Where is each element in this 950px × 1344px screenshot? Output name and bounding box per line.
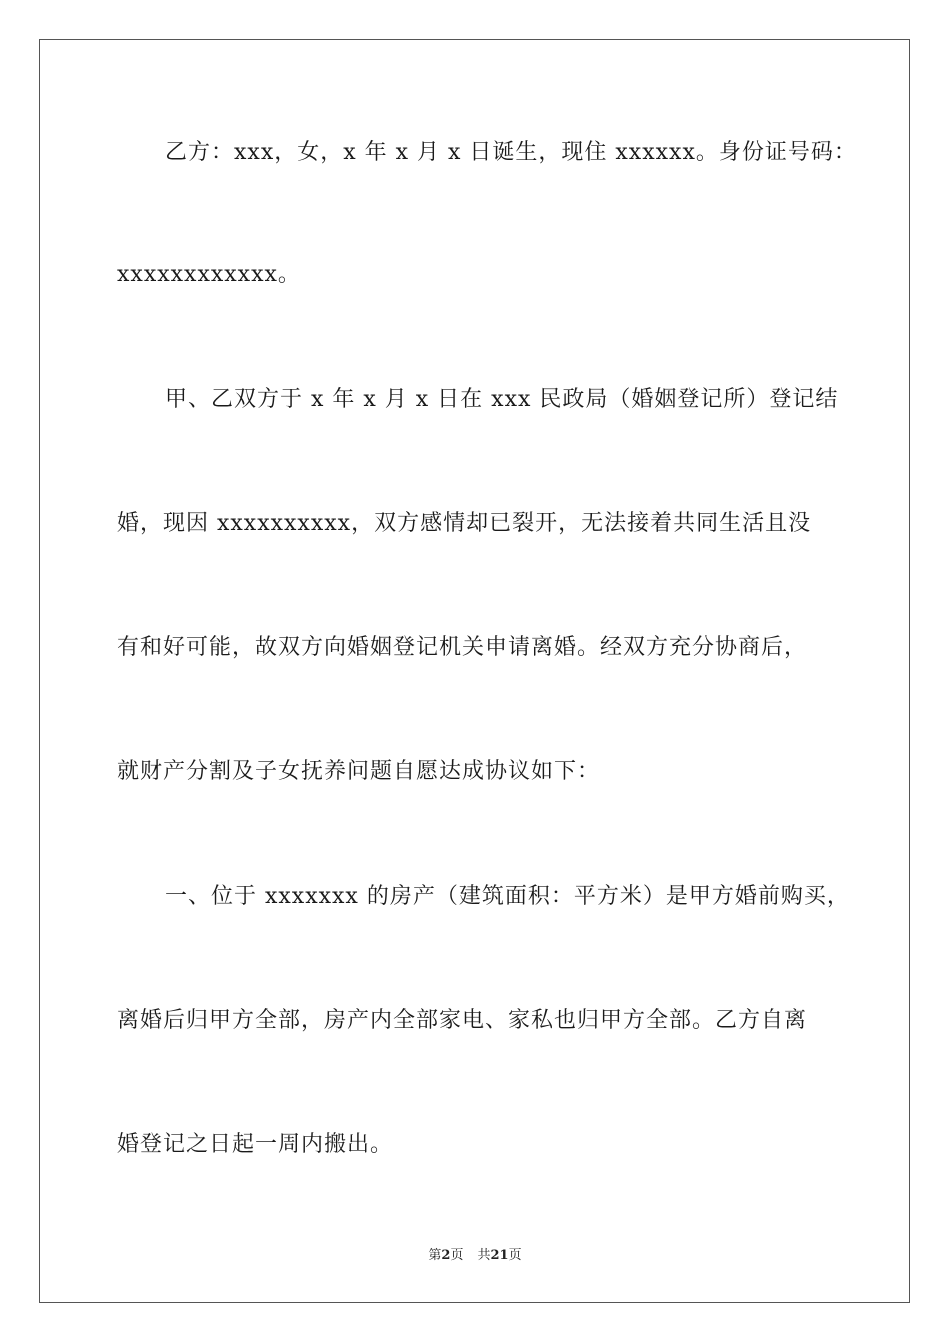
- text-line: xxxxxxxxxxxx。: [117, 262, 301, 287]
- page-prefix: 第: [428, 1248, 442, 1263]
- page-footer: [0, 1247, 950, 1265]
- text-line: 一、位于 xxxxxxx 的房产（建筑面积：平方米）是甲方婚前购买，: [165, 884, 850, 909]
- text-line: 婚，现因 xxxxxxxxxx，双方感情却已裂开，无法接着共同生活且没: [117, 511, 812, 536]
- text-line: 甲、乙双方于 x 年 x 月 x 日在 xxx 民政局（婚姻登记所）登记结: [165, 387, 839, 412]
- total-suffix: 页: [508, 1248, 522, 1263]
- page-frame: [39, 39, 910, 1303]
- total-pages: 21: [490, 1248, 509, 1263]
- text-line: 就财产分割及子女抚养问题自愿达成协议如下：: [117, 759, 601, 784]
- text-line: 有和好可能，故双方向婚姻登记机关申请离婚。经双方充分协商后，: [117, 635, 808, 660]
- text-line: 婚登记之日起一周内搬出。: [117, 1132, 394, 1157]
- text-line: 离婚后归甲方全部，房产内全部家电、家私也归甲方全部。乙方自离: [117, 1008, 808, 1033]
- page-suffix: 页: [450, 1248, 464, 1263]
- total-prefix: 共: [477, 1248, 491, 1263]
- page-number: 2: [441, 1248, 451, 1263]
- text-line: 乙方：xxx，女，x 年 x 月 x 日诞生，现住 xxxxxx。身份证号码：: [165, 140, 857, 165]
